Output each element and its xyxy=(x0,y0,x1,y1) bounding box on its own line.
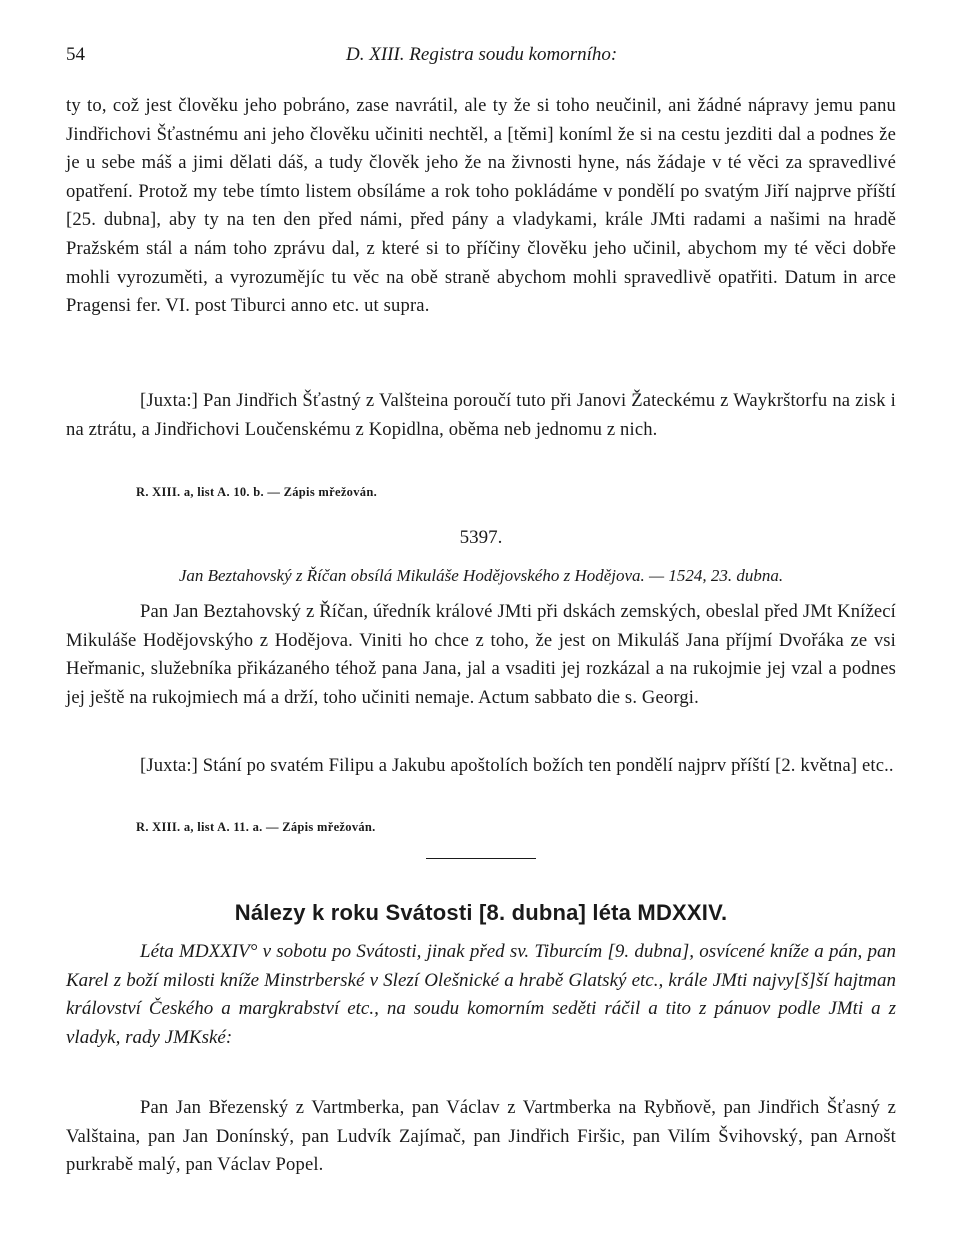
entry-5396-juxta: [Juxta:] Pan Jindřich Šťastný z Valšteina poroučí tuto při Janovi Žateckému z Waykrštorfu na zisk i na ztrátu, a Jindřichovi Loučenskému z Kopidlna, oběma neb jednomu z nich. xyxy=(66,390,896,440)
entry-5397-number: 5397. xyxy=(459,527,503,548)
entry-5397-body: Pan Jan Beztahovský z Říčan, úředník králové JMti při dskách zemských, obeslal před JMt Knížecí Mikuláše Hodějovskýho z Hodějova. Viniti ho chce z toho, že jest on Mikuláš Jana příjmí Dvořáka ze vsi Heřmanic, služebníka přikázaného téhož pana Jana, jal a vsaditi jej rozkázal a na rukojmie jej vzal a podnes jej ještě na rukojmiech má a drží, toho učiniti nemaje. Actum sabbato die s. Georgi. xyxy=(66,601,896,708)
running-title: D. XIII. Registra soudu komorního: xyxy=(346,44,618,65)
section-heading: Nálezy k roku Svátosti [8. dubna] léta MDXXIV. xyxy=(234,900,728,925)
section-divider xyxy=(426,858,536,859)
entry-5397-summary: Jan Beztahovský z Říčan obsílá Mikuláše Hodějovského z Hodějova. — 1524, 23. dubna. xyxy=(178,566,784,585)
entry-5397-note: R. XIII. a, list A. 11. a. — Zápis mřežován. xyxy=(136,820,376,834)
book-page xyxy=(66,0,896,1239)
entry-5397-juxta: [Juxta:] Stání po svatém Filipu a Jakubu apoštolích božích ten pondělí najprv příští [2. května] etc.. xyxy=(140,755,894,776)
court-members-list: Pan Jan Březenský z Vartmberka, pan Václav z Vartmberka na Rybňově, pan Jindřich Šťasný z Valštaina, pan Jan Donínský, pan Ludvík Zajímač, pan Jindřich Firšic, pan Vilím Švihovský, pan Arnošt purkrabě malý, pan Václav Popel. xyxy=(66,1097,896,1176)
page-number: 54 xyxy=(66,44,85,65)
entry-5396-note: R. XIII. a, list A. 10. b. — Zápis mřežován. xyxy=(136,485,377,499)
running-head xyxy=(66,44,896,72)
entry-5396-body: ty to, což jest člověku jeho pobráno, zase navrátil, ale ty že si toho neučinil, ani žádné nápravy jemu panu Jindřichovi Šťastnému ani jeho člověku učiniti nechtěl, a [těmi] koníml že si na cestu jezditi dal a podnes že je u sebe máš a jimi dělati dáš, a tudy člověk jeho že na živnosti hyne, nás žádaje v té věci za spravedlivé opatření. Protož my tebe tímto listem obsíláme a rok toho pokládáme v pondělí po svatým Jiří najprve příští [25. dubna], aby ty na ten den před námi, před pány a vladykami, krále JMti radami a našimi na hradě Pražském stál a nám toho zprávu dal, z které si to příčiny člověku jeho učinil, abychom my té věci dobře mohli vyrozuměti, a vyrozumějíc tu věc na obě straně abychom mohli spravedlivě opatřiti. Datum in arce Pragensi fer. VI. post Tiburci anno etc. ut supra. xyxy=(66,95,896,317)
section-intro: Léta MDXXIV° v sobotu po Svátosti, jinak před sv. Tiburcím [9. dubna], osvícené kníže a pán, pan Karel z boží milosti kníže Minstrberské v Slezí Olešnické a hrabě Glatský etc., krále JMti najvy[š]ší hajtman království Českého a margkrabství etc., na soudu komorním seděti ráčil a tito z pánuov podle JMti a z vladyk, rady JMKské: xyxy=(66,941,896,1048)
